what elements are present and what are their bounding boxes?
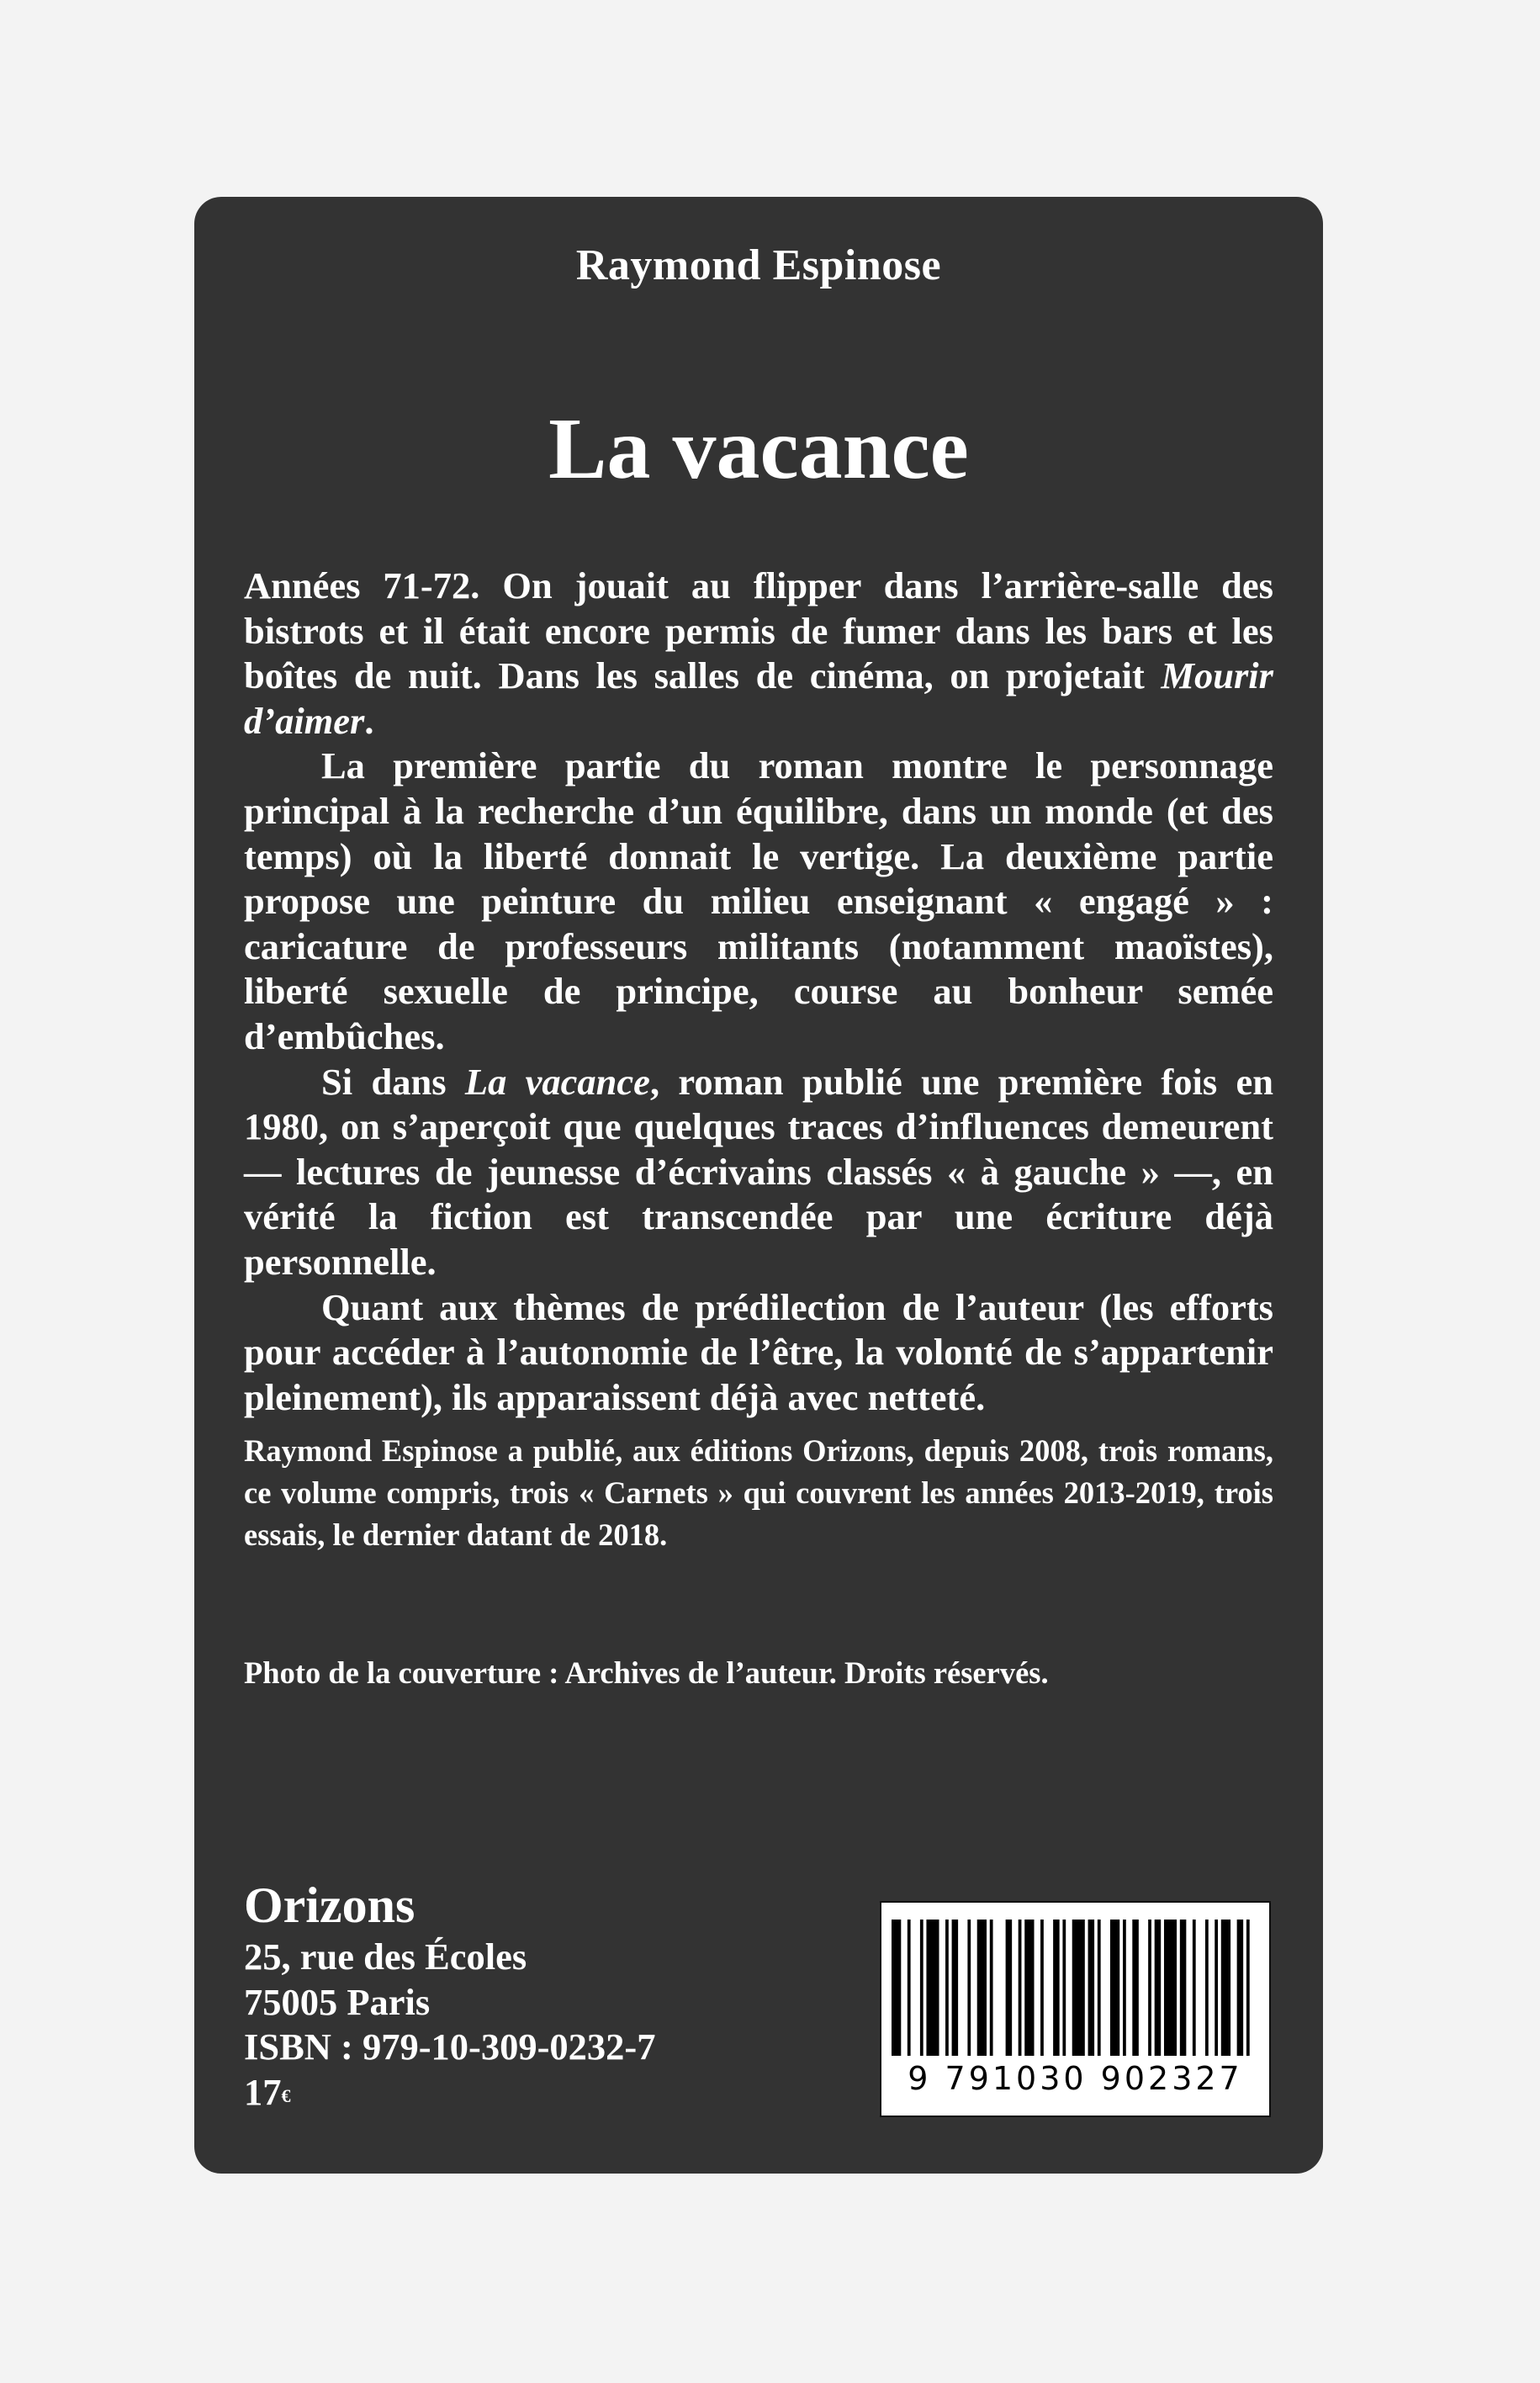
barcode-bar: [1062, 1920, 1066, 2056]
barcode-bars-icon: [892, 1920, 1259, 2056]
photo-credit: Photo de la couverture : Archives de l’auteur. Droits réservés.: [244, 1655, 1049, 1690]
blurb-p1-text: Années 71-72. On jouait au flipper dans l’arrière-salle des bistrots et il était encore permis de fumer dans les bars et les boîtes de nuit. Dans les salles de cinéma, on projetait: [244, 564, 1273, 697]
barcode-bar: [1205, 1920, 1209, 2056]
barcode-bar: [1221, 1920, 1230, 2056]
barcode-bar: [920, 1920, 923, 2056]
barcode-bar: [1088, 1920, 1095, 2056]
barcode-bar: [1098, 1920, 1101, 2056]
barcode-bar: [1148, 1920, 1151, 2056]
barcode-bar: [967, 1920, 971, 2056]
price: [244, 2070, 655, 2116]
barcode-bar: [892, 1920, 901, 2056]
barcode-digits: 9 791030 902327: [908, 2060, 1243, 2097]
isbn: ISBN : 979-10-309-0232-7: [244, 2026, 656, 2068]
barcode-bar: [1237, 1920, 1244, 2056]
barcode-bar: [908, 1920, 911, 2056]
back-cover-panel: [194, 197, 1323, 2174]
barcode-bar: [1132, 1920, 1139, 2056]
blurb-p3-book-title: La vacance: [464, 1060, 650, 1103]
barcode-bar: [1215, 1920, 1218, 2056]
barcode-bar: [1024, 1920, 1034, 2056]
barcode-bar: [952, 1920, 959, 2056]
barcode-bar: [1040, 1920, 1044, 2056]
blurb-paragraph-4: Quant aux thèmes de prédilection de l’auteur (les efforts pour accéder à l’autonomie de l’être, la volonté de s’appartenir pleinement), ils apparaissent déjà avec netteté.: [244, 1285, 1273, 1418]
barcode: [880, 1901, 1271, 2117]
book-title: La vacance: [548, 400, 969, 497]
barcode-bar: [977, 1920, 987, 2056]
publisher-city: 75005 Paris: [244, 1980, 431, 2023]
author-bio: Raymond Espinose a publié, aux éditions Orizons, depuis 2008, trois romans, ce volume compris, trois « Carnets » qui couvrent les années 2013-2019, trois essais, le dernier datant de 2018.: [244, 1433, 1273, 1552]
blurb-p1-end: .: [364, 699, 374, 742]
barcode-bar: [1180, 1920, 1187, 2056]
blurb-paragraph-1: [244, 564, 1273, 744]
barcode-bar: [1246, 1920, 1250, 2056]
blurb-p3-rest: , roman publié une première fois en 1980, on s’aperçoit que quelques traces d’influences demeurent — lectures de jeunesse d’écrivains classés « à gauche » —, en vérité la fiction est transcendée par une écriture déjà personnelle.: [244, 1060, 1273, 1283]
barcode-bar: [1193, 1920, 1196, 2056]
barcode-bar: [945, 1920, 949, 2056]
barcode-bar: [1110, 1920, 1119, 2056]
barcode-bar: [926, 1920, 939, 2056]
price-value: 17: [244, 2070, 282, 2113]
barcode-bar: [1053, 1920, 1060, 2056]
blurb-p3-start: Si dans: [321, 1060, 465, 1103]
barcode-bar: [1072, 1920, 1085, 2056]
publisher-name: Orizons: [244, 1877, 415, 1933]
publisher-block: [244, 1876, 655, 2115]
blurb-p1-film-title: Mourir d’aimer: [244, 654, 1273, 742]
barcode-bar: [1164, 1920, 1177, 2056]
barcode-bar: [1006, 1920, 1013, 2056]
blurb-paragraph-2: La première partie du roman montre le personnage principal à la recherche d’un équilibre, dans un monde (et des temps) où la liberté donnait le vertige. La deuxième partie propose une peinture du milieu enseignant « engagé » : caricature de professeurs militants (notamment maoïstes), liberté sexuelle de principe, course au bonheur semée d’embûches.: [244, 744, 1273, 1057]
barcode-bar: [1019, 1920, 1022, 2056]
barcode-bar: [1123, 1920, 1126, 2056]
publisher-street: 25, rue des Écoles: [244, 1936, 527, 1978]
blurb: [244, 564, 1273, 1420]
barcode-bar: [990, 1920, 993, 2056]
author-name: Raymond Espinose: [575, 241, 942, 289]
barcode-bar: [1155, 1920, 1162, 2056]
blurb-paragraph-3: [244, 1060, 1273, 1285]
currency-symbol: €: [281, 2084, 291, 2106]
